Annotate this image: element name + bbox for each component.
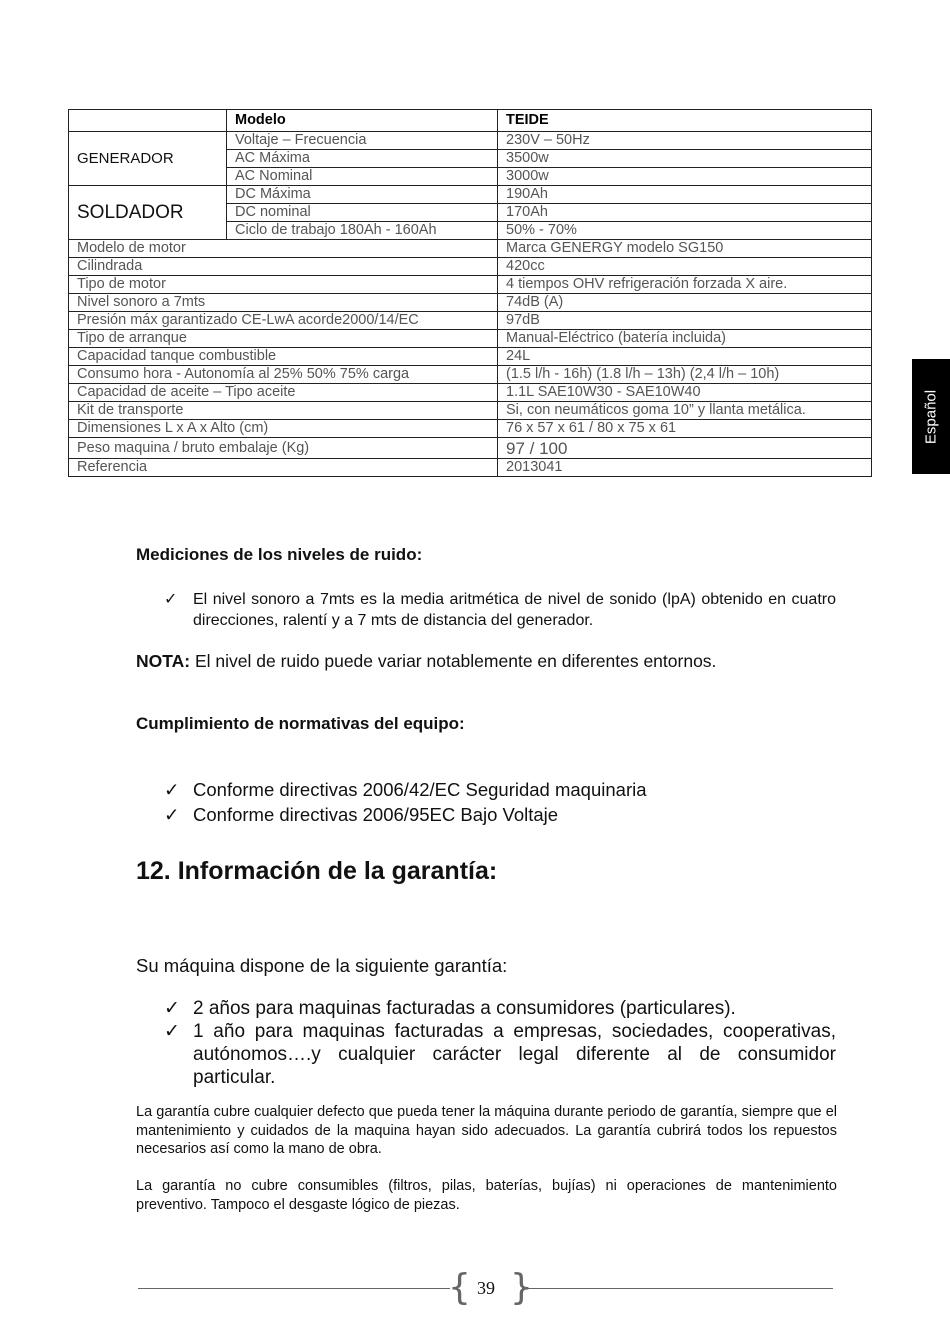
warranty-item	[164, 1020, 836, 1089]
spec-value: Marca GENERGY modelo SG150	[498, 240, 872, 258]
table-row	[69, 240, 872, 258]
spec-value: 1.1L SAE10W30 - SAE10W40	[498, 384, 872, 402]
nota-label: NOTA:	[136, 651, 191, 671]
spec-value: 97dB	[498, 312, 872, 330]
check-icon: ✓	[164, 1021, 180, 1042]
compliance-item	[164, 804, 836, 826]
compliance-item-text: Conforme directivas 2006/42/EC Seguridad maquinaria	[193, 779, 647, 800]
table-row	[69, 258, 872, 276]
group-soldador-label: SOLDADOR	[69, 186, 227, 240]
warranty-item	[164, 997, 836, 1020]
spec-value: 2013041	[498, 459, 872, 477]
spec-label: Cilindrada	[69, 258, 498, 276]
warranty-item-text: 2 años para maquinas facturadas a consumidores (particulares).	[193, 998, 736, 1019]
spec-label: Tipo de arranque	[69, 330, 498, 348]
table-row	[69, 330, 872, 348]
table-row	[69, 186, 872, 204]
noise-item-text: El nivel sonoro a 7mts es la media aritmética de nivel de sonido (lpA) obtenido en cuatro direcciones, ralentí y a 7 mts de distancia del generador.	[193, 591, 836, 629]
spec-value: 76 x 57 x 61 / 80 x 75 x 61	[498, 420, 872, 438]
spec-label: Tipo de motor	[69, 276, 498, 294]
check-icon: ✓	[164, 998, 180, 1019]
spec-label: Dimensiones L x A x Alto (cm)	[69, 420, 498, 438]
table-row	[69, 438, 872, 459]
spec-value: 4 tiempos OHV refrigeración forzada X aire.	[498, 276, 872, 294]
spec-value: 74dB (A)	[498, 294, 872, 312]
spec-label: Capacidad tanque combustible	[69, 348, 498, 366]
header-model-value: TEIDE	[498, 110, 872, 132]
spec-label: Peso maquina / bruto embalaje (Kg)	[69, 438, 498, 459]
table-row	[69, 294, 872, 312]
warranty-item-text: 1 año para maquinas facturadas a empresas, sociedades, cooperativas, autónomos….y cualquier carácter legal diferente al de consumidor particular.	[193, 1021, 836, 1088]
header-model-label: Modelo	[227, 110, 498, 132]
spec-label: DC Máxima	[227, 186, 498, 204]
noise-heading: Mediciones de los niveles de ruido:	[136, 545, 423, 564]
spec-value: 24L	[498, 348, 872, 366]
spec-label: Consumo hora - Autonomía al 25% 50% 75% carga	[69, 366, 498, 384]
group-generador-label: GENERADOR	[69, 132, 227, 186]
spec-value: Manual-Eléctrico (batería incluida)	[498, 330, 872, 348]
footer-line-left	[138, 1288, 450, 1289]
spec-value: 420cc	[498, 258, 872, 276]
warranty-paragraph-2: La garantía no cubre consumibles (filtros, pilas, baterías, bujías) ni operaciones de mantenimiento preventivo. Tampoco el desgaste lógico de piezas.	[136, 1178, 837, 1213]
spec-label: Referencia	[69, 459, 498, 477]
left-brace-icon: {	[448, 1267, 471, 1308]
check-icon: ✓	[164, 591, 178, 608]
spec-value: 50% - 70%	[498, 222, 872, 240]
table-row	[69, 366, 872, 384]
spec-label: Presión máx garantizado CE-LwA acorde2000/14/EC	[69, 312, 498, 330]
table-row	[69, 132, 872, 150]
check-icon: ✓	[164, 779, 180, 800]
check-icon: ✓	[164, 804, 180, 825]
table-row	[69, 276, 872, 294]
spec-label: Ciclo de trabajo 180Ah - 160Ah	[227, 222, 498, 240]
spec-value: 170Ah	[498, 204, 872, 222]
spec-value: 230V – 50Hz	[498, 132, 872, 150]
spec-value: 190Ah	[498, 186, 872, 204]
table-header-row	[69, 110, 872, 132]
table-row	[69, 312, 872, 330]
footer-line-right	[522, 1288, 833, 1289]
page-number: 39	[477, 1278, 495, 1298]
spec-label: Capacidad de aceite – Tipo aceite	[69, 384, 498, 402]
compliance-heading: Cumplimiento de normativas del equipo:	[136, 714, 465, 733]
language-side-tab	[912, 359, 950, 474]
spec-table	[68, 109, 872, 477]
spec-value: 3500w	[498, 150, 872, 168]
spec-label: Voltaje – Frecuencia	[227, 132, 498, 150]
header-empty-cell	[69, 110, 227, 132]
table-row	[69, 384, 872, 402]
spec-label: AC Máxima	[227, 150, 498, 168]
right-brace-icon: }	[510, 1267, 533, 1308]
warranty-intro: Su máquina dispone de la siguiente garantía:	[136, 955, 508, 976]
spec-value: 97 / 100	[498, 438, 872, 459]
noise-check-item	[164, 589, 836, 631]
spec-value: 3000w	[498, 168, 872, 186]
warranty-paragraph-1: La garantía cubre cualquier defecto que pueda tener la máquina durante periodo de garantía, siempre que el mantenimiento y cuidados de la maquina hayan sido adecuados. La garantía cubrirá todos los repuestos necesarios así como la mano de obra.	[136, 1104, 837, 1157]
table-row	[69, 459, 872, 477]
spec-label: Kit de transporte	[69, 402, 498, 420]
spec-label: AC Nominal	[227, 168, 498, 186]
spec-value: (1.5 l/h - 16h) (1.8 l/h – 13h) (2,4 l/h – 10h)	[498, 366, 872, 384]
nota-paragraph	[136, 651, 716, 672]
table-row	[69, 402, 872, 420]
table-row	[69, 420, 872, 438]
warranty-heading: 12. Información de la garantía:	[136, 857, 498, 885]
spec-label: Nivel sonoro a 7mts	[69, 294, 498, 312]
nota-text: El nivel de ruido puede variar notablemente en diferentes entornos.	[190, 651, 717, 671]
spec-value: Si, con neumáticos goma 10” y llanta metálica.	[498, 402, 872, 420]
compliance-item-text: Conforme directivas 2006/95EC Bajo Voltaje	[193, 804, 559, 825]
language-side-tab-label: Español	[922, 389, 940, 444]
spec-label: Modelo de motor	[69, 240, 498, 258]
spec-label: DC nominal	[227, 204, 498, 222]
compliance-item	[164, 779, 836, 801]
table-row	[69, 348, 872, 366]
